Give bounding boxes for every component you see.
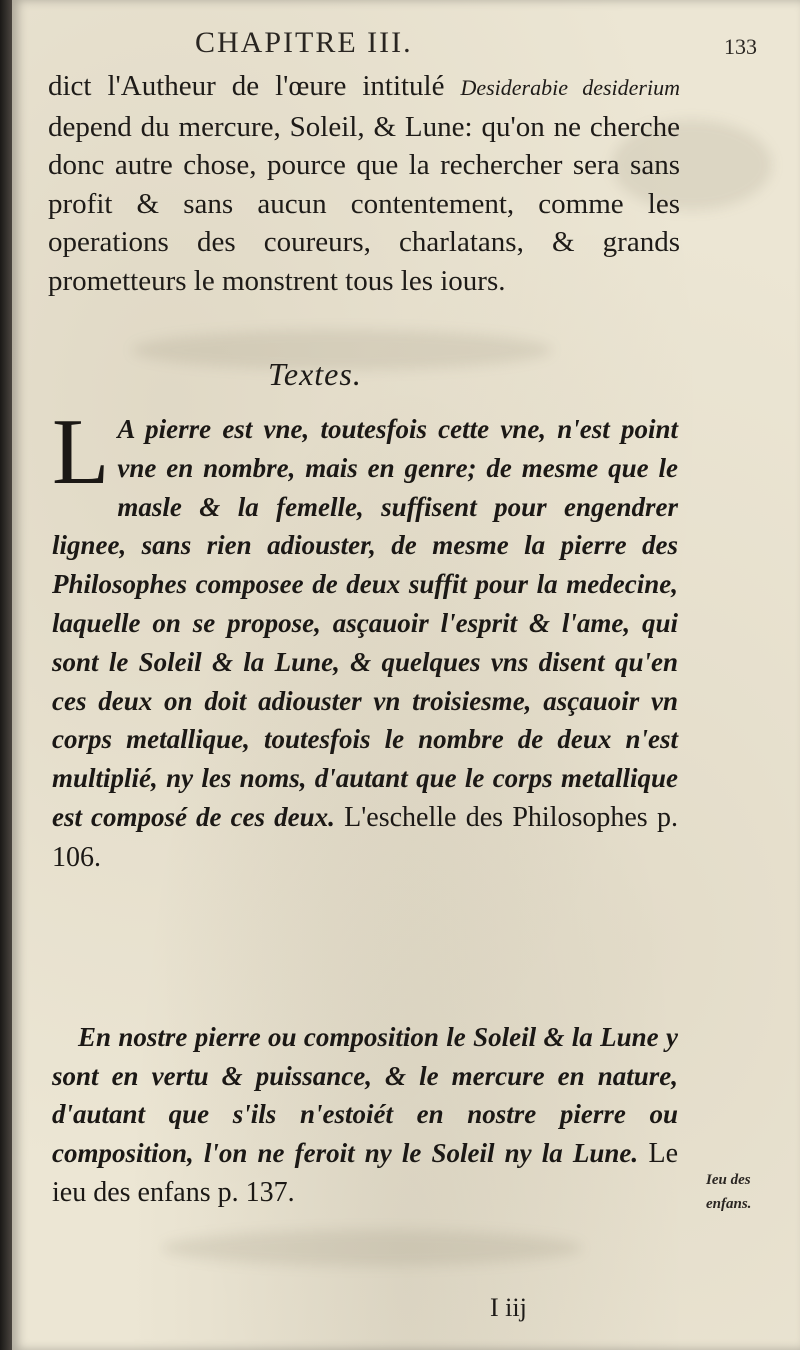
section-title: Textes. [268, 356, 362, 392]
quote-text: A pierre est vne, toutesfois cette vne, n'est point vne en nombre, mais en genre; de mesme que le masle & la femelle, suffisent pour engendrer lignee, sans rien adiouster, de mesme la pierre des Philosophes composee de deux suffit pour la medecine, laquelle on se propose, asçauoir l'esprit & l'ame, qui sont le Soleil & la Lune, & quelques vns disent qu'en ces deux on doit adiouster vn troisiesme, asçauoir vn corps metallique, toutesfois le nombre de deux n'est multiplié, ny les noms, d'autant que le corps metallique est composé de ces deux. [52, 414, 678, 832]
intro-lead-text: dict l'Autheur de l'œure intitulé [48, 70, 461, 102]
page-number: 133 [724, 34, 757, 59]
second-paragraph [52, 1018, 678, 1213]
signature-mark: I iij [490, 1293, 527, 1322]
intro-body-text: depend du mercure, Soleil, & Lune: qu'on ne cherche donc autre chose, pource que la rechercher sera sans profit & sans aucun contentement, comme les operations des coureurs, charlatans, & grands prometteurs le monstrent tous les iours. [48, 110, 680, 297]
marginal-note: Ieu des enfans. [706, 1172, 752, 1212]
book-gutter [0, 0, 12, 1350]
ink-smudge [162, 1230, 582, 1266]
second-paragraph-reference: Le ieu des enfans p. 137. [52, 1137, 678, 1208]
intro-paragraph [48, 67, 680, 300]
intro-book-title: Desiderabie desiderium [460, 75, 680, 100]
quote-reference: L'eschelle des Philosophes p. 106. [52, 801, 678, 873]
drop-cap: L [52, 400, 110, 504]
quote-paragraph [52, 400, 678, 878]
second-paragraph-text: En nostre pierre ou composition le Soleil & la Lune y sont en vertu & puissance, & le mercure en nature, d'autant que s'ils n'estoiét en nostre pierre ou composition, l'on ne feroit ny le Soleil ny la Lune. [52, 1022, 678, 1168]
running-head: CHAPITRE III. [195, 26, 413, 59]
